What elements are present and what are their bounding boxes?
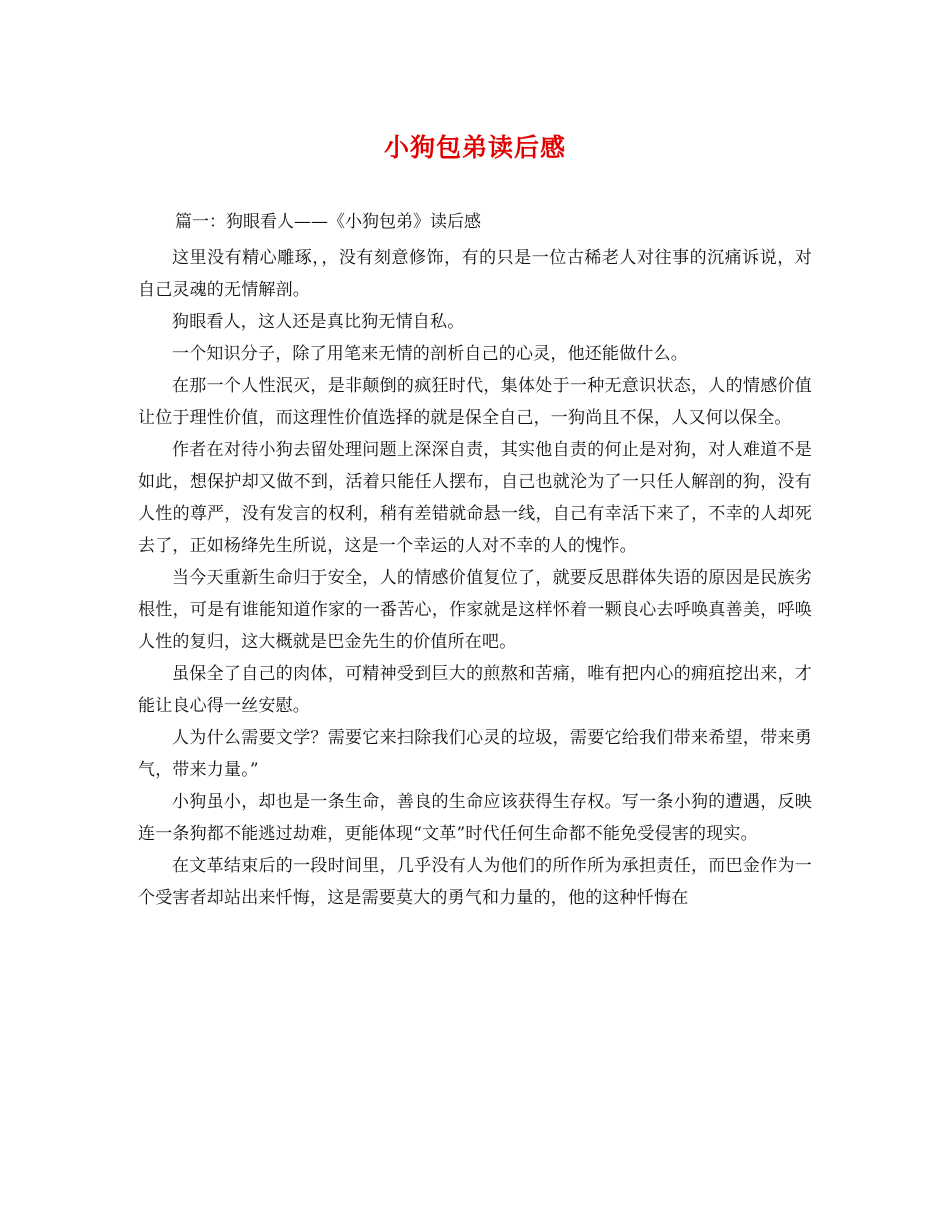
paragraph-7: 虽保全了自己的肉体，可精神受到巨大的煎熬和苦痛，唯有把内心的痈疽挖出来，才能让良心得一丝安慰。 [138,664,812,716]
paragraph-4: 在那一个人性泯灭，是非颠倒的疯狂时代，集体处于一种无意识状态，人的情感价值让位于理性价值，而这理性价值选择的就是保全自己，一狗尚且不保，人又何以保全。 [138,376,812,428]
paragraph-6: 当今天重新生命归于安全，人的情感价值复位了，就要反思群体失语的原因是民族劣根性，可是有谁能知道作家的一番苦心，作家就是这样怀着一颗良心去呼唤真善美，呼唤人性的复归，这大概就是巴金先生的价值所在吧。 [138,568,812,652]
document-body [138,242,812,914]
paragraph-5: 作者在对待小狗去留处理问题上深深自责，其实他自责的何止是对狗，对人难道不是如此，想保护却又做不到，活着只能任人摆布，自己也就沦为了一只任人解剖的狗，没有人性的尊严，没有发言的权利，稍有差错就命悬一线，自己有幸活下来了，不幸的人却死去了，正如杨绛先生所说，这是一个幸运的人对不幸的人的愧怍。 [138,440,812,556]
paragraph-3: 一个知识分子，除了用笔来无情的剖析自己的心灵，他还能做什么。 [172,344,688,364]
document-title: 小狗包弟读后感 [383,133,566,162]
paragraph-2: 狗眼看人，这人还是真比狗无情自私。 [172,312,465,332]
paragraph-1: 这里没有精心雕琢，，没有刻意修饰，有的只是一位古稀老人对往事的沉痛诉说，对自己灵魂的无情解剖。 [138,248,812,300]
paragraph-9: 小狗虽小，却也是一条生命，善良的生命应该获得生存权。写一条小狗的遭遇，反映连一条狗都不能逃过劫难，更能体现“文革”时代任何生命都不能免受侵害的现实。 [138,792,812,844]
paragraph-10: 在文革结束后的一段时间里，几乎没有人为他们的所作所为承担责任，而巴金作为一个受害者却站出来忏悔，这是需要莫大的勇气和力量的，他的这种忏悔在 [138,856,812,908]
paragraph-8: 人为什么需要文学？需要它来扫除我们心灵的垃圾，需要它给我们带来希望，带来勇气，带来力量。” [138,728,812,780]
document-subtitle: 篇一：狗眼看人——《小狗包弟》读后感 [175,212,481,232]
